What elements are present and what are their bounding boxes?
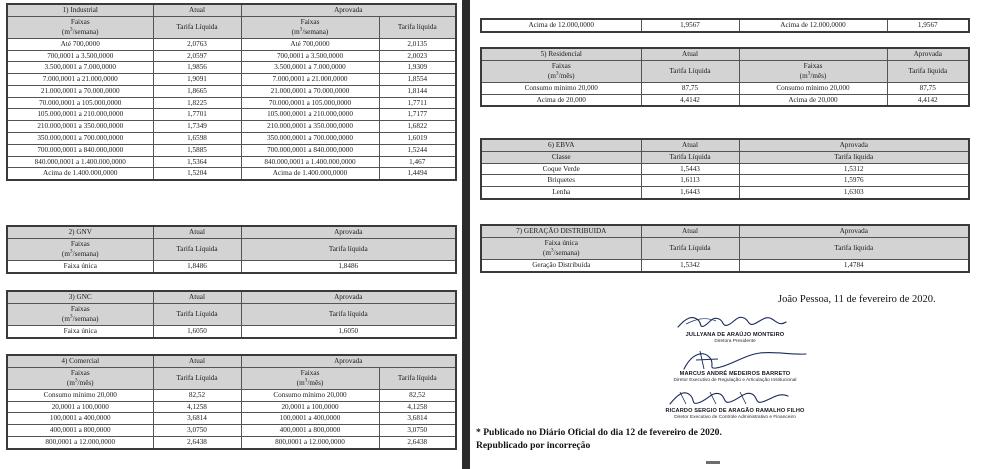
signature-role: Diretor Executivo de Controle Administrativo e Financeiro: [674, 414, 796, 420]
table-header-row: [481, 225, 969, 237]
subheader-faixas-atual: [7, 16, 153, 38]
cell-tarifa_atual: 1,5364: [153, 156, 241, 168]
signature-scribble-2: [620, 349, 850, 371]
signature-scribble-3: [620, 388, 850, 408]
subheader-tarifa-atual: Tarifa Líquida: [153, 303, 241, 325]
cell-faixa_atual: 3.500,0001 a 7.000,0000: [7, 62, 153, 74]
table-title-cell: 5) Residencial: [481, 48, 641, 60]
table-title-cell: 1) Industrial: [7, 4, 153, 16]
col-aprovada-header: Aprovada: [241, 226, 456, 238]
table-header-row: [7, 226, 456, 238]
table-row: [7, 260, 456, 272]
cell-faixa_atual: Acima de 20,000: [481, 94, 641, 106]
cell-faixa_atual: 350.000,0001 a 700.000,0000: [7, 132, 153, 144]
cell-tarifa_aprov: 3,0750: [379, 425, 456, 437]
table-row: [7, 62, 456, 74]
table-residencial-wrapper: [480, 47, 970, 107]
cell-tarifa_aprov: 1,4784: [739, 259, 969, 271]
subheader-tarifa-aprovada: Tarifa líquida: [241, 303, 456, 325]
table-subheader-row: [481, 60, 969, 82]
cell-tarifa_aprov: 1,7177: [379, 109, 456, 121]
cell-tarifa_aprov: 87,75: [887, 82, 969, 94]
table-row: [7, 413, 456, 425]
cell-faixa_aprov: 840.000,0001 a 1.400.000,0000: [241, 156, 379, 168]
cell-faixa_aprov: Acima de 1.400.000,0000: [241, 168, 379, 180]
cell-faixa: Geração Distribuída: [481, 259, 641, 271]
table-row: [7, 168, 456, 180]
table-residencial: [480, 47, 970, 107]
table-industrial-body: [7, 38, 456, 180]
faixas-unit: $(m^3/mês)$: [547, 70, 575, 80]
cell-tarifa_atual: 4,4142: [641, 94, 739, 106]
faixas-unit: $(m^3/mês)$: [296, 377, 324, 387]
cell-tarifa_atual: 1,8486: [153, 260, 241, 272]
subheader-tarifa-atual: Tarifa Líquida: [153, 367, 241, 389]
table-ebva-body: [481, 163, 969, 199]
table-row: [481, 82, 969, 94]
cell-tarifa_aprov: 2,0023: [379, 50, 456, 62]
subheader-tarifa-aprovada: Tarifa líquida: [739, 151, 969, 163]
cell-faixa_atual: 105.000,0001 a 210.000,0000: [7, 109, 153, 121]
cell-tarifa_atual: 1,7701: [153, 109, 241, 121]
table-subheader-row: [481, 151, 969, 163]
table-industrial: [6, 3, 457, 181]
table-row: [7, 389, 456, 401]
col-atual-header: Atual: [641, 48, 739, 60]
table-subheader-row: [7, 238, 456, 260]
subheader-faixas-atual: [481, 60, 641, 82]
cell-faixa_atual: 700,0001 a 3.500,0000: [7, 50, 153, 62]
table-subheader-row: [7, 303, 456, 325]
subheader-faixas-aprovada: [241, 367, 379, 389]
cell-faixa_atual: 20,0001 a 100,0000: [7, 401, 153, 413]
cell-tarifa_atual: 1,9567: [641, 19, 739, 32]
cell-tarifa_aprov: 1,6822: [379, 121, 456, 133]
subheader-tarifa-aprovada: Tarifa líquida: [241, 238, 456, 260]
cell-tarifa_atual: 2,0597: [153, 50, 241, 62]
cell-tarifa_atual: 3,0750: [153, 425, 241, 437]
table-gnv: [6, 225, 457, 274]
table-ebva-wrapper: [480, 138, 970, 200]
subheader-faixas: [7, 238, 153, 260]
table-gnc: [6, 290, 457, 339]
signature-block-3: [620, 388, 850, 420]
cell-faixa_atual: 840.000,0001 a 1.400.000,0000: [7, 156, 153, 168]
cell-tarifa_aprov: 1,8144: [379, 85, 456, 97]
subheader-tarifa-atual: Tarifa Líquida: [153, 16, 241, 38]
cell-tarifa_atual: 1,8665: [153, 85, 241, 97]
cell-faixa: Faixa única: [7, 260, 153, 272]
cell-faixa_aprov: 21.000,0001 a 70.000,0000: [241, 85, 379, 97]
table-geracao-wrapper: [480, 224, 970, 273]
faixas-label: Faixas: [70, 368, 90, 377]
table-row: [481, 94, 969, 106]
cell-faixa_aprov: 800,0001 a 12.000,0000: [241, 436, 379, 448]
cell-faixa_atual: 21.000,0001 a 70.000,0000: [7, 85, 153, 97]
subheader-tarifa-atual: Tarifa Líquida: [641, 237, 739, 259]
cell-tarifa_aprov: 1,7711: [379, 97, 456, 109]
subheader-faixas-aprovada: [241, 16, 379, 38]
cell-tarifa_aprov: 1,6019: [379, 132, 456, 144]
cell-tarifa_atual: 1,7349: [153, 121, 241, 133]
cell-faixa_atual: Consumo mínimo 20,000: [7, 389, 153, 401]
table-subheader-row: [7, 16, 456, 38]
subheader-faixa-unica: [481, 237, 641, 259]
table-row: [481, 259, 969, 271]
table-header-row: [7, 355, 456, 367]
cell-tarifa_aprov: 3,6814: [379, 413, 456, 425]
table-row: [7, 325, 456, 337]
table-industrial-wrapper: [6, 3, 457, 181]
faixas-unit: $(m^3/semana)$: [61, 248, 99, 258]
table-row: [7, 74, 456, 86]
faixa-unica-unit: $(m^3/semana)$: [542, 247, 580, 257]
table-gnv-wrapper: [6, 225, 457, 274]
table-row: [7, 50, 456, 62]
table-header-row: [481, 139, 969, 151]
cell-faixa_aprov: 20,0001 a 100,0000: [241, 401, 379, 413]
table-row: [481, 175, 969, 187]
table-geracao-distribuida: [480, 224, 970, 273]
col-aprovada-header: Aprovada: [241, 291, 456, 303]
cell-tarifa_atual: 1,5443: [641, 163, 739, 175]
subheader-tarifa-atual: Tarifa Líquida: [641, 151, 739, 163]
signature-role: Diretor Executivo de Regulação e Articulação Institucional: [673, 377, 797, 383]
table-subheader-row: [481, 237, 969, 259]
table-comercial-continued: [480, 18, 970, 33]
cell-tarifa_aprov: 1,4494: [379, 168, 456, 180]
cell-faixa_aprov: 100,0001 a 400,0000: [241, 413, 379, 425]
subheader-tarifa-aprovada: Tarifa líquida: [379, 367, 456, 389]
cell-faixa_aprov: 350.000,0001 a 700.000,0000: [241, 132, 379, 144]
table-row: [481, 163, 969, 175]
right-page-column: [470, 0, 984, 469]
cell-faixa_aprov: 700,0001 a 3.500,0000: [241, 50, 379, 62]
signature-block-2: [620, 349, 850, 383]
cell-faixa_atual: Acima de 1.400.000,0000: [7, 168, 153, 180]
table-row: [7, 85, 456, 97]
table-row: [481, 187, 969, 199]
table-row: [7, 425, 456, 437]
cell-tarifa_atual: 87,75: [641, 82, 739, 94]
table-geracao-body: [481, 259, 969, 271]
cell-faixa_aprov: 3.500,0001 a 7.000,0000: [241, 62, 379, 74]
signature-name: MARCUS ANDRÉ MEDEIROS BARRETO: [679, 371, 791, 377]
table-title-cell: 6) EBVA: [481, 139, 641, 151]
cell-tarifa_aprov: 4,4142: [887, 94, 969, 106]
cell-faixa_aprov: Consumo mínimo 20,000: [241, 389, 379, 401]
cell-faixa_aprov: 70.000,0001 a 105.000,0000: [241, 97, 379, 109]
cell-tarifa_aprov: 1,5244: [379, 144, 456, 156]
signature-role: Diretora Presidente: [714, 338, 756, 344]
cell-faixa_aprov: 400,0001 a 800,0000: [241, 425, 379, 437]
cell-faixa_aprov: Acima de 12.000,0000: [739, 19, 887, 32]
cell-faixa_atual: Até 700,0000: [7, 38, 153, 50]
col-atual-header: Atual: [641, 139, 739, 151]
table-row: [7, 156, 456, 168]
faixas-unit: $(m^3/mês)$: [66, 377, 94, 387]
cell-tarifa_aprov: 1,9567: [887, 19, 969, 32]
date-line: João Pessoa, 11 de fevereiro de 2020.: [778, 294, 936, 305]
cell-tarifa_aprov: 2,0135: [379, 38, 456, 50]
col-aprovada-header: Aprovada: [887, 48, 969, 60]
col-atual-header: Atual: [153, 226, 241, 238]
cell-tarifa_atual: 2,6438: [153, 436, 241, 448]
cell-tarifa_atual: 2,0763: [153, 38, 241, 50]
table-subheader-row: [7, 367, 456, 389]
cell-classe: Lenha: [481, 187, 641, 199]
cell-faixa_atual: 70.000,0001 a 105.000,0000: [7, 97, 153, 109]
cell-tarifa_aprov: 1,6303: [739, 187, 969, 199]
cell-tarifa_aprov: 1,5976: [739, 175, 969, 187]
cell-faixa_atual: Acima de 12.000,0000: [481, 19, 641, 32]
cell-classe: Coque Verde: [481, 163, 641, 175]
cell-tarifa_atual: 1,6113: [641, 175, 739, 187]
col-atual-header: Atual: [153, 4, 241, 16]
footnote-line-2: Republicado por incorreção: [476, 440, 591, 452]
cell-faixa_aprov: Consumo mínimo 20,000: [739, 82, 887, 94]
faixas-label: Faixas: [70, 17, 90, 26]
cell-faixa: Faixa única: [7, 325, 153, 337]
col-aprovada-header: Aprovada: [739, 225, 969, 237]
subheader-tarifa-aprovada: Tarifa líquida: [887, 60, 969, 82]
cell-faixa_aprov: Até 700,0000: [241, 38, 379, 50]
table-row: [7, 38, 456, 50]
table-title-cell: 4) Comercial: [7, 355, 153, 367]
table-row: [7, 109, 456, 121]
table-row: [481, 19, 969, 32]
cell-tarifa_atual: 1,5342: [641, 259, 739, 271]
col-atual-header: Atual: [153, 355, 241, 367]
footnote-block: [476, 426, 722, 452]
col-spacer-header: [739, 48, 887, 60]
cell-tarifa_aprov: 82,52: [379, 389, 456, 401]
cell-tarifa_atual: 1,5885: [153, 144, 241, 156]
cell-faixa_atual: 800,0001 a 12.000,0000: [7, 436, 153, 448]
cell-tarifa_atual: 1,8225: [153, 97, 241, 109]
table-row: [7, 97, 456, 109]
faixas-unit: $(m^3/semana)$: [61, 313, 99, 323]
table-gnv-body: [7, 260, 456, 272]
cell-tarifa_atual: 1,6443: [641, 187, 739, 199]
cell-tarifa_atual: 4,1258: [153, 401, 241, 413]
page-divider: [462, 0, 470, 469]
cell-tarifa_aprov: 1,6050: [241, 325, 456, 337]
table-header-row: [481, 48, 969, 60]
col-atual-header: Atual: [153, 291, 241, 303]
col-aprovada-header: Aprovada: [241, 4, 456, 16]
cell-tarifa_atual: 1,6598: [153, 132, 241, 144]
cell-faixa_aprov: 210.000,0001 a 350.000,0000: [241, 121, 379, 133]
table-row: [7, 121, 456, 133]
table-residencial-body: [481, 82, 969, 106]
subheader-faixas-atual: [7, 367, 153, 389]
table-title-cell: 3) GNC: [7, 291, 153, 303]
cell-faixa_atual: 100,0001 a 400,0000: [7, 413, 153, 425]
cell-tarifa_aprov: 1,8486: [241, 260, 456, 272]
cell-faixa_atual: Consumo mínimo 20,000: [481, 82, 641, 94]
table-comercial-continued-wrapper: [480, 18, 970, 33]
table-row: [7, 401, 456, 413]
signature-scribble-1: [620, 312, 850, 332]
faixas-label: Faixas: [300, 368, 320, 377]
cell-tarifa_atual: 3,6814: [153, 413, 241, 425]
table-row: [7, 436, 456, 448]
table-row: [7, 144, 456, 156]
cell-faixa_aprov: 105.000,0001 a 210.000,0000: [241, 109, 379, 121]
faixas-unit: $(m^3/semana)$: [61, 26, 99, 36]
subheader-tarifa-atual: Tarifa Líquida: [641, 60, 739, 82]
table-title-cell: 2) GNV: [7, 226, 153, 238]
faixas-label: Faixas: [551, 61, 571, 70]
cell-classe: Briquetes: [481, 175, 641, 187]
table-header-row: [7, 291, 456, 303]
cell-tarifa_atual: 1,9091: [153, 74, 241, 86]
cell-faixa_atual: 400,0001 a 800,0000: [7, 425, 153, 437]
cell-tarifa_atual: 1,9856: [153, 62, 241, 74]
footnote-line-1: * Publicado no Diário Oficial do dia 12 de fevereiro de 2020.: [476, 427, 722, 438]
cell-tarifa_atual: 82,52: [153, 389, 241, 401]
subheader-tarifa-aprovada: Tarifa líquida: [739, 237, 969, 259]
table-gnc-wrapper: [6, 290, 457, 339]
table-title-cell: 7) GERAÇÃO DISTRIBUIDA: [481, 225, 641, 237]
col-aprovada-header: Aprovada: [739, 139, 969, 151]
cell-faixa_aprov: 700.000,0001 a 840.000,0000: [241, 144, 379, 156]
subheader-faixas-aprovada: [739, 60, 887, 82]
table-comercial: [6, 354, 457, 450]
table-ebva: [480, 138, 970, 200]
cell-faixa_aprov: Acima de 20,000: [739, 94, 887, 106]
faixas-label: Faixas: [70, 239, 90, 248]
subheader-faixas: [7, 303, 153, 325]
faixa-unica-label: Faixa única: [544, 238, 578, 247]
cell-tarifa_aprov: 1,467: [379, 156, 456, 168]
cell-tarifa_aprov: 4,1258: [379, 401, 456, 413]
faixas-label: Faixas: [803, 61, 823, 70]
cell-tarifa_atual: 1,5204: [153, 168, 241, 180]
col-aprovada-header: Aprovada: [241, 355, 456, 367]
scan-bottom-mark: [706, 461, 720, 464]
col-atual-header: Atual: [641, 225, 739, 237]
cell-faixa_atual: 700.000,0001 a 840.000,0000: [7, 144, 153, 156]
table-comercial-wrapper: [6, 354, 457, 450]
table-gnc-body: [7, 325, 456, 337]
cell-tarifa_aprov: 1,9309: [379, 62, 456, 74]
table-row: [7, 132, 456, 144]
cell-tarifa_aprov: 1,8554: [379, 74, 456, 86]
cell-faixa_aprov: 7.000,0001 a 21.000,0000: [241, 74, 379, 86]
table-comercial-body: [7, 389, 456, 448]
cell-tarifa_atual: 1,6050: [153, 325, 241, 337]
table-comercial-continued-body: [481, 19, 969, 32]
cell-tarifa_aprov: 1,5312: [739, 163, 969, 175]
subheader-tarifa-atual: Tarifa Líquida: [153, 238, 241, 260]
cell-faixa_atual: 210.000,0001 a 350.000,0000: [7, 121, 153, 133]
subheader-tarifa-aprovada: Tarifa líquida: [379, 16, 456, 38]
faixas-label: Faixas: [70, 304, 90, 313]
left-page-column: [0, 0, 462, 469]
cell-tarifa_aprov: 2,6438: [379, 436, 456, 448]
subheader-classe: Classe: [481, 151, 641, 163]
signature-block-1: [620, 312, 850, 344]
table-header-row: [7, 4, 456, 16]
cell-faixa_atual: 7.000,0001 a 21.000,0000: [7, 74, 153, 86]
faixas-label: Faixas: [300, 17, 320, 26]
signature-name: JULLYANA DE ARAÚJO MONTEIRO: [685, 332, 785, 338]
faixas-unit: $(m^3/semana)$: [291, 26, 329, 36]
faixas-unit: $(m^3/mês)$: [799, 70, 827, 80]
signature-name: RICARDO SERGIO DE ARAGÃO RAMALHO FILHO: [665, 408, 805, 414]
